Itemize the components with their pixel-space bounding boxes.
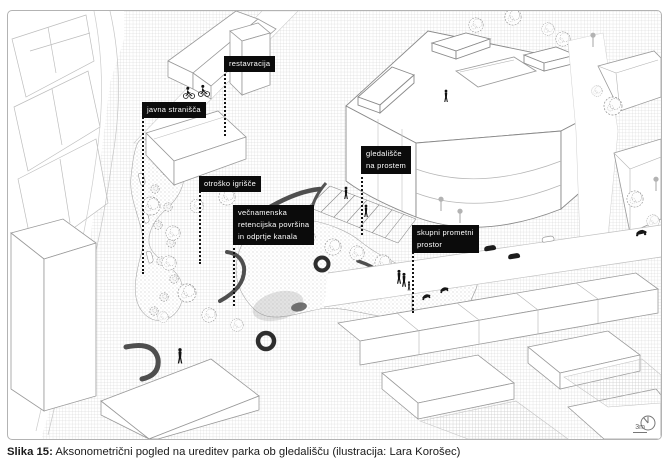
label-vecnamenska [233, 205, 314, 245]
label-text: prostor [417, 239, 443, 249]
leader-line-restavracija [224, 67, 226, 136]
label-gledalisce [361, 146, 411, 174]
figure-illustration [7, 10, 662, 440]
label-skupni [412, 225, 479, 253]
label-otrosko-igrisce [199, 176, 261, 192]
leader-line-javna-stranisca [142, 114, 144, 274]
caption-number: Slika 15: [7, 446, 53, 458]
label-text: retencijska površina [238, 219, 310, 229]
scale-bar [633, 424, 647, 433]
label-javna-stranisca [142, 102, 206, 118]
label-text: otroško igrišče [204, 179, 257, 188]
label-text: večnamenska [238, 208, 288, 217]
label-text: gledališče [366, 149, 402, 158]
caption-text: Aksonometrični pogled na ureditev parka ob gledališču (ilustracija: Lara Korošec) [52, 446, 461, 458]
label-text: skupni prometni [417, 228, 474, 237]
scale-label: 3m [635, 424, 645, 431]
leader-line-vecnamenska [233, 243, 235, 306]
label-text: na prostem [366, 160, 407, 170]
label-text: javna stranišča [147, 105, 201, 114]
label-text: in odprtje kanala [238, 231, 298, 241]
leader-line-gledalisce [361, 172, 363, 235]
label-restavracija [224, 56, 275, 72]
figure-caption [7, 446, 662, 458]
label-text: restavracija [229, 59, 271, 68]
leader-line-otrosko-igrisce [199, 188, 201, 264]
axonometric-illustration [8, 11, 661, 439]
leader-line-skupni [412, 249, 414, 313]
